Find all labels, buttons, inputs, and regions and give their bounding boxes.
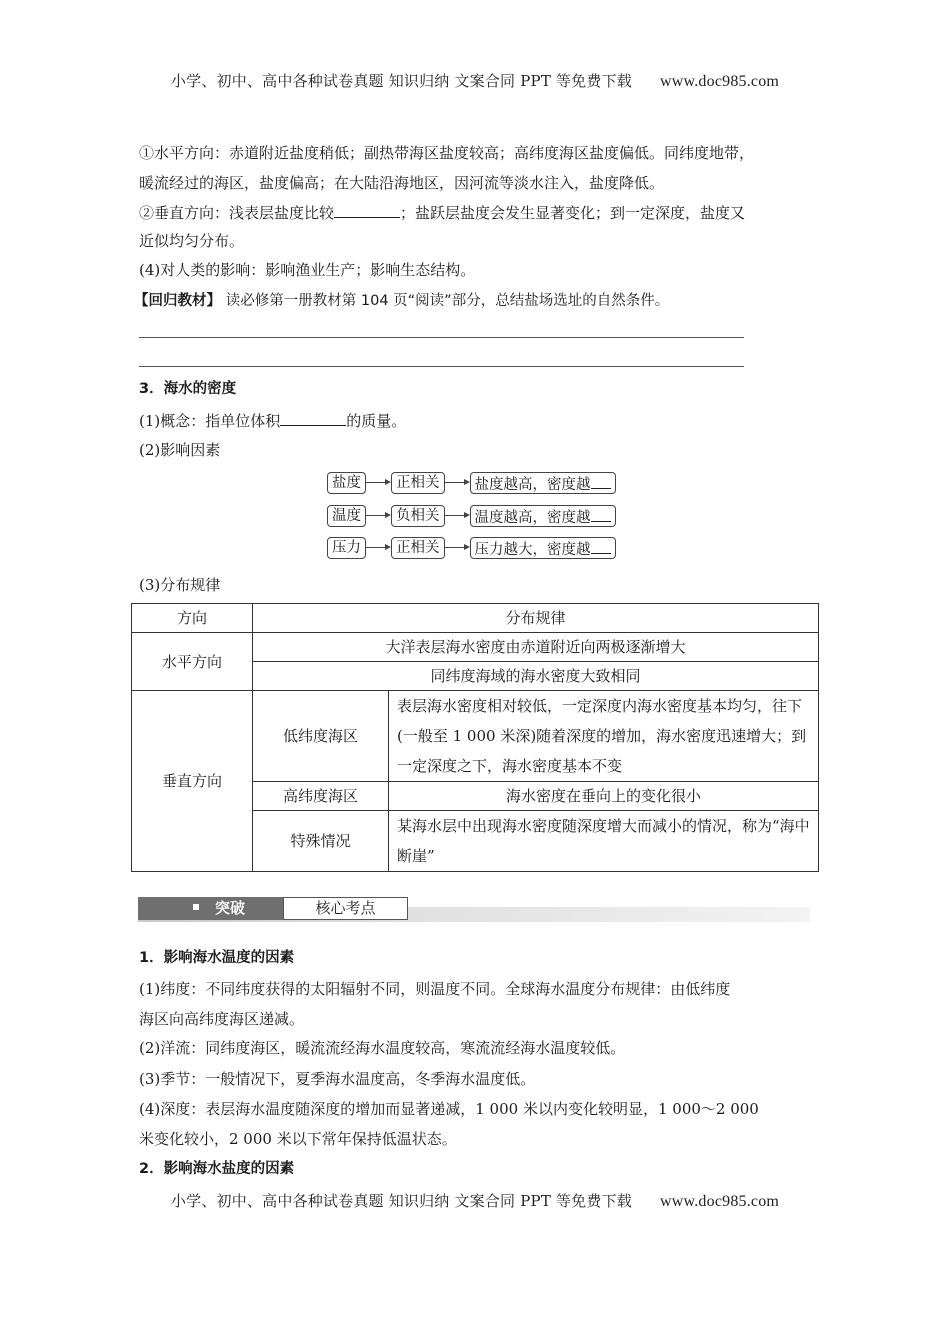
flow-result-box <box>470 537 616 559</box>
arrow-right-icon <box>445 482 470 484</box>
flow-factor-box: 盐度 <box>327 472 366 494</box>
density-heading: 3．海水的密度 <box>139 381 237 397</box>
flow-result-text: 盐度越高，密度越 <box>474 477 591 493</box>
table-header-cell: 分布规律 <box>253 604 819 633</box>
arrow-right-icon <box>445 515 470 517</box>
arrow-right-icon <box>366 482 391 484</box>
flow-row <box>327 536 616 560</box>
density-factors-diagram <box>327 471 627 561</box>
rule-cell: 大洋表层海水密度由赤道附近向两极逐渐增大 <box>253 633 819 662</box>
temp-heading: 1．影响海水温度的因素 <box>139 950 295 966</box>
season-line: (3)季节：一般情况下，夏季海水温度高，冬季海水温度低。 <box>139 1070 536 1088</box>
section-banner <box>138 897 810 923</box>
salinity-factors-heading: 2．影响海水盐度的因素 <box>139 1161 295 1177</box>
zone-cell: 高纬度海区 <box>253 782 389 811</box>
flow-row <box>327 504 616 528</box>
banner-dark-text: 突破 <box>215 899 246 917</box>
fill-blank[interactable] <box>334 202 400 218</box>
flow-result-box <box>470 505 616 527</box>
flow-relation-box: 正相关 <box>391 472 445 494</box>
density-concept-suffix: 的质量。 <box>346 412 407 430</box>
zone-cell: 特殊情况 <box>253 811 389 872</box>
flow-relation-box: 正相关 <box>391 537 445 559</box>
textbook-review-text: 读必修第一册教材第 104 页“阅读”部分，总结盐场选址的自然条件。 <box>225 293 670 309</box>
salinity-vertical-prefix: ②垂直方向：浅表层盐度比较 <box>139 204 335 222</box>
density-factors-heading: (2)影响因素 <box>139 441 221 459</box>
footer-text: 小学、初中、高中各种试卷真题 知识归纳 文案合同 PPT 等免费下载 <box>170 1192 632 1210</box>
table-header-row <box>132 604 819 633</box>
salinity-vertical-line2: 近似均匀分布。 <box>139 232 245 250</box>
flow-row <box>327 471 616 495</box>
table-header-cell: 方向 <box>132 604 253 633</box>
footer-url[interactable]: www.doc985.com <box>660 1193 780 1210</box>
fill-blank[interactable] <box>591 506 611 522</box>
flow-result-text: 压力越大，密度越 <box>474 542 591 558</box>
latitude-line1: (1)纬度：不同纬度获得的太阳辐射不同，则温度不同。全球海水温度分布规律：由低纬度 <box>139 980 731 998</box>
page-footer <box>0 1190 950 1211</box>
arrow-right-icon <box>445 547 470 549</box>
direction-label: 垂直方向 <box>132 691 253 872</box>
banner-light-label: 核心考点 <box>283 897 408 920</box>
header-text: 小学、初中、高中各种试卷真题 知识归纳 文案合同 PPT 等免费下载 <box>170 72 632 90</box>
rule-cell: 某海水层中出现海水密度随深度增大而减小的情况，称为“海中断崖” <box>389 811 819 872</box>
zone-cell: 低纬度海区 <box>253 691 389 782</box>
flow-factor-box: 压力 <box>327 537 366 559</box>
fill-blank[interactable] <box>280 410 346 426</box>
flow-result-text: 温度越高，密度越 <box>474 510 591 526</box>
arrow-right-icon <box>366 515 391 517</box>
rule-cell: 表层海水密度相对较低，一定深度内海水密度基本均匀，往下(一般至 1 000 米深)随着深度的增加，海水密度迅速增大；到一定深度之下，海水密度基本不变 <box>389 691 819 782</box>
fill-blank[interactable] <box>591 473 611 489</box>
table-row <box>132 691 819 782</box>
flow-factor-box: 温度 <box>327 505 366 527</box>
salinity-impact: (4)对人类的影响：影响渔业生产；影响生态结构。 <box>139 261 476 279</box>
answer-line-1[interactable] <box>139 337 744 338</box>
salinity-vertical-suffix: ；盐跃层盐度会发生显著变化；到一定深度，盐度又 <box>400 204 746 222</box>
density-distribution-table <box>131 603 819 872</box>
textbook-review-tag: 【回归教材】 <box>134 293 221 309</box>
salinity-vertical-line1 <box>139 202 829 223</box>
density-concept-prefix: (1)概念：指单位体积 <box>139 412 281 430</box>
textbook-review <box>134 290 824 311</box>
depth-line1: (4)深度：表层海水温度随深度的增加而显著递减，1 000 米以内变化较明显，1 000～2 000 <box>139 1100 759 1118</box>
current-line: (2)洋流：同纬度海区，暖流流经海水温度较高，寒流流经海水温度较低。 <box>139 1039 626 1057</box>
density-concept <box>139 410 829 431</box>
header-url[interactable]: www.doc985.com <box>660 73 780 90</box>
answer-line-2[interactable] <box>139 366 744 367</box>
direction-label: 水平方向 <box>132 633 253 691</box>
flow-result-box <box>470 472 616 494</box>
banner-dark-label <box>138 897 283 920</box>
salinity-horizontal-line2: 暖流经过的海区，盐度偏高；在大陆沿海地区，因河流等淡水注入，盐度降低。 <box>139 174 665 192</box>
salinity-horizontal-line1: ①水平方向：赤道附近盐度稍低；副热带海区盐度较高；高纬度海区盐度偏低。同纬度地带， <box>139 144 755 162</box>
arrow-right-icon <box>366 547 391 549</box>
square-bullet-icon <box>193 904 199 910</box>
rule-cell: 海水密度在垂向上的变化很小 <box>389 782 819 811</box>
distribution-heading: (3)分布规律 <box>139 576 221 594</box>
latitude-line2: 海区向高纬度海区递减。 <box>139 1010 305 1028</box>
depth-line2: 米变化较小，2 000 米以下常年保持低温状态。 <box>139 1130 457 1148</box>
rule-cell: 同纬度海域的海水密度大致相同 <box>253 662 819 691</box>
table-row <box>132 633 819 662</box>
fill-blank[interactable] <box>591 538 611 554</box>
page-header <box>0 70 950 91</box>
flow-relation-box: 负相关 <box>391 505 445 527</box>
